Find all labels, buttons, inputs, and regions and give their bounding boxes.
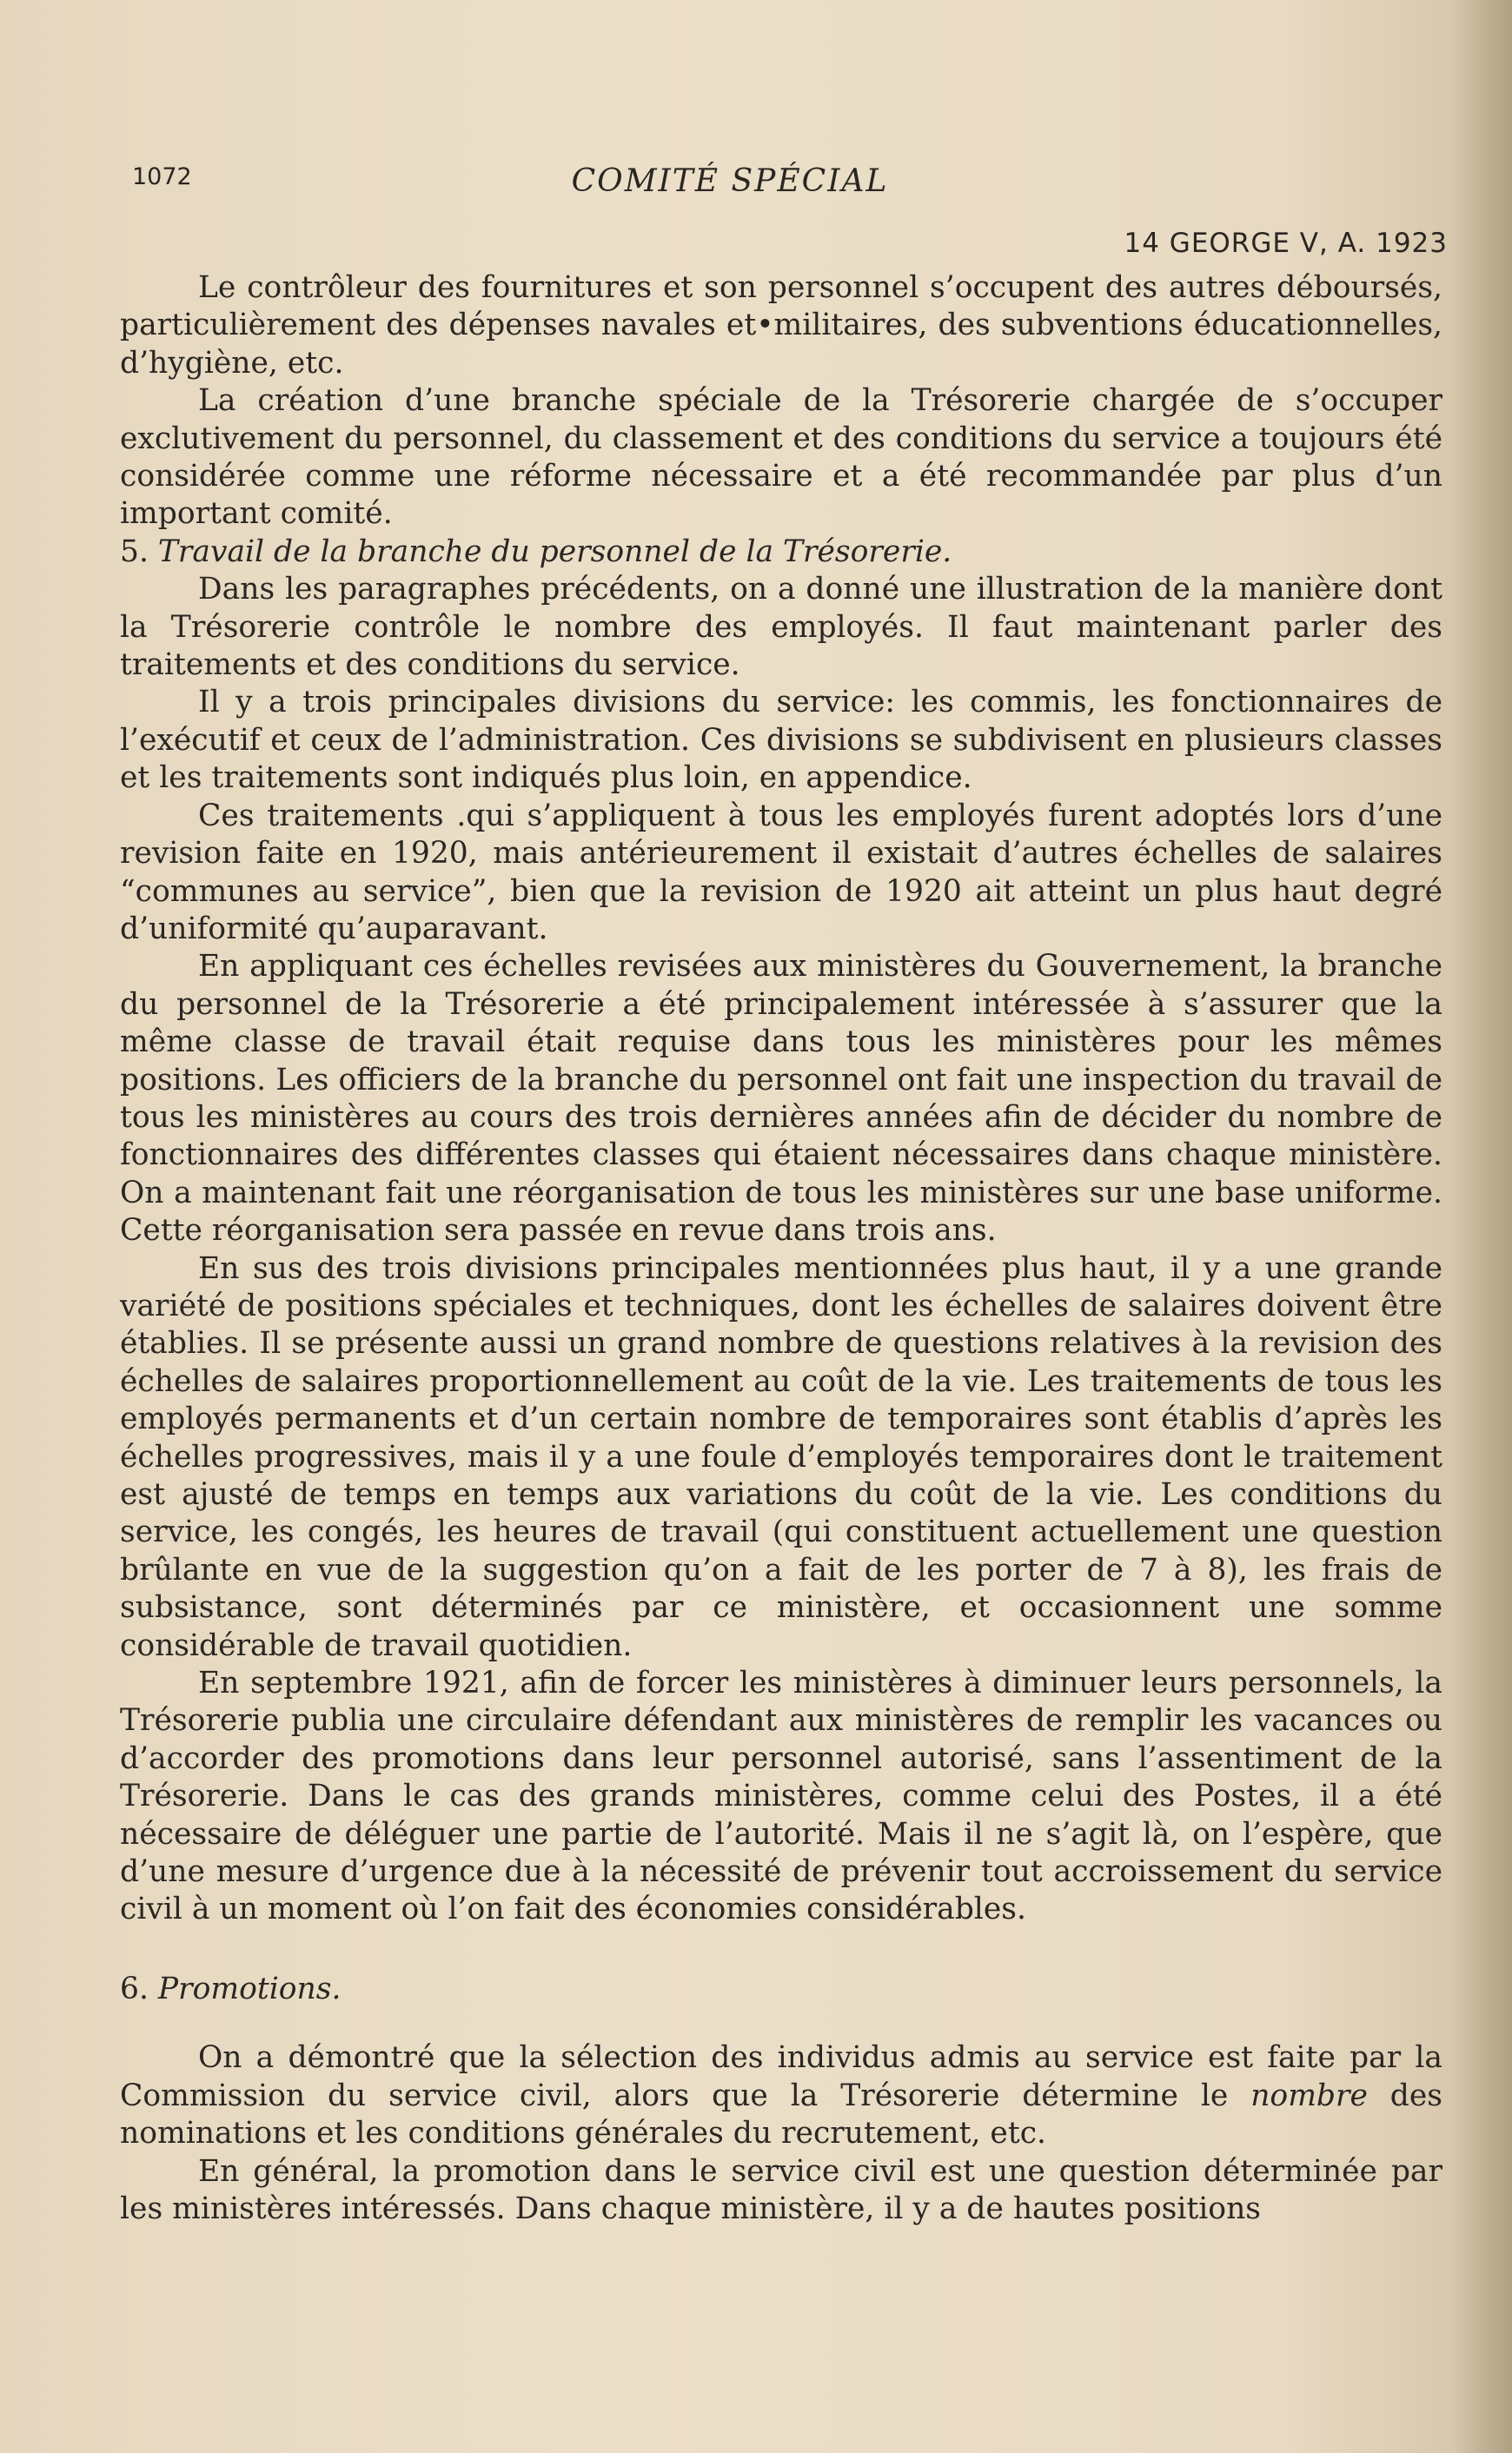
emphasis-nombre: nombre: [1250, 2078, 1368, 2113]
section-heading-6: [120, 1971, 1442, 2008]
paragraph: Il y a trois principales divisions du service: les commis, les fonctionnaires de l’exécutif et ceux de l’administration. Ces divisions se subdivisent en plusieurs classes et les traitements sont indiqués plus loin, en appendice.: [120, 685, 1442, 796]
paragraph-text: des nominations et les conditions générales du recrutement, etc.: [120, 2078, 1442, 2151]
paragraph: En appliquant ces échelles revisées aux ministères du Gouvernement, la branche du personnel de la Trésorerie a été principalement intéressée à s’assurer que la même classe de travail était requise dans tous les ministères pour les mêmes positions. Les officiers de la branche du personnel ont fait une inspection du travail de tous les ministères au cours des trois dernières années afin de décider du nombre de fonctionnaires des différentes classes qui étaient nécessaires dans chaque ministère. On a maintenant fait une réorganisation de tous les ministères sur une base uniforme. Cette réorganisation sera passée en revue dans trois ans.: [120, 949, 1442, 1249]
running-title-text: COMITÉ SPÉCIAL: [571, 163, 889, 199]
section-heading-5: [120, 534, 1442, 571]
section-spacer: [120, 2008, 1442, 2039]
body-text: [120, 269, 1442, 2228]
paragraph: [120, 2039, 1442, 2152]
paragraph: Dans les paragraphes précédents, on a donné une illustration de la manière dont la Trésorerie contrôle le nombre des employés. Il faut maintenant parler des traitements et des conditions du service.: [120, 572, 1442, 683]
paragraph: La création d’une branche spéciale de la Trésorerie chargée de s’occuper exclutivement du personnel, du classement et des conditions du service a toujours été considérée comme une réforme nécessaire et a été recommandée par plus d’un important comité.: [120, 383, 1442, 532]
section-spacer: [120, 1929, 1442, 1971]
paragraph: En sus des trois divisions principales mentionnées plus haut, il y a une grande variété de positions spéciales et techniques, dont les échelles de salaires doivent être établies. Il se présente aussi un grand nombre de questions relatives à la revision des échelles de salaires proportionnellement au coût de la vie. Les traitements de tous les employés permanents et d’un certain nombre de temporaires sont établis d’après les échelles progressives, mais il y a une foule d’employés temporaires dont le traitement est ajusté de temps en temps aux variations du coût de la vie. Les conditions du service, les congés, les heures de travail (qui constituent actuellement une question brûlante en vue de la suggestion qu’on a fait de les porter de 7 à 8), les frais de subsistance, sont déterminés par ce ministère, et occasionnent une somme considérable de travail quotidien.: [120, 1250, 1442, 1663]
running-title: [0, 163, 1512, 199]
session-reference: 14 GEORGE V, A. 1923: [1124, 228, 1448, 259]
section-title: Promotions.: [157, 1971, 342, 2006]
paragraph: En général, la promotion dans le service civil est une question déterminée par les ministères intéressés. Dans chaque ministère, il y a de hautes positions: [120, 2153, 1442, 2226]
page-number: 1072: [132, 163, 192, 190]
section-title: Travail de la branche du personnel de la Trésorerie.: [157, 534, 952, 569]
paragraph: En septembre 1921, afin de forcer les ministères à diminuer leurs personnels, la Trésorerie publia une circulaire défendant aux ministères de remplir les vacances ou d’accorder des promotions dans leur personnel autorisé, sans l’assentiment de la Trésorerie. Dans le cas des grands ministères, comme celui des Postes, il a été nécessaire de déléguer une partie de l’autorité. Mais il ne s’agit là, on l’espère, que d’une mesure d’urgence due à la nécessité de prévenir tout accroissement du service civil à un moment où l’on fait des économies considérables.: [120, 1666, 1442, 1927]
paragraph-text: On a démontré que la sélection des individus admis au service est faite par la Commission du service civil, alors que la Trésorerie détermine le: [120, 2040, 1442, 2113]
page-edge-shadow: [1451, 0, 1512, 2453]
paragraph: Le contrôleur des fournitures et son personnel s’occupent des autres déboursés, particulièrement des dépenses navales et•militaires, des subventions éducationnelles, d’hygiène, etc.: [120, 270, 1442, 381]
paragraph: Ces traitements .qui s’appliquent à tous les employés furent adoptés lors d’une revision faite en 1920, mais antérieurement il existait d’autres échelles de salaires “communes au service”, bien que la revision de 1920 ait atteint un plus haut degré d’uniformité qu’auparavant.: [120, 798, 1442, 946]
section-number: 5.: [120, 534, 149, 569]
section-number: 6.: [120, 1971, 149, 2006]
